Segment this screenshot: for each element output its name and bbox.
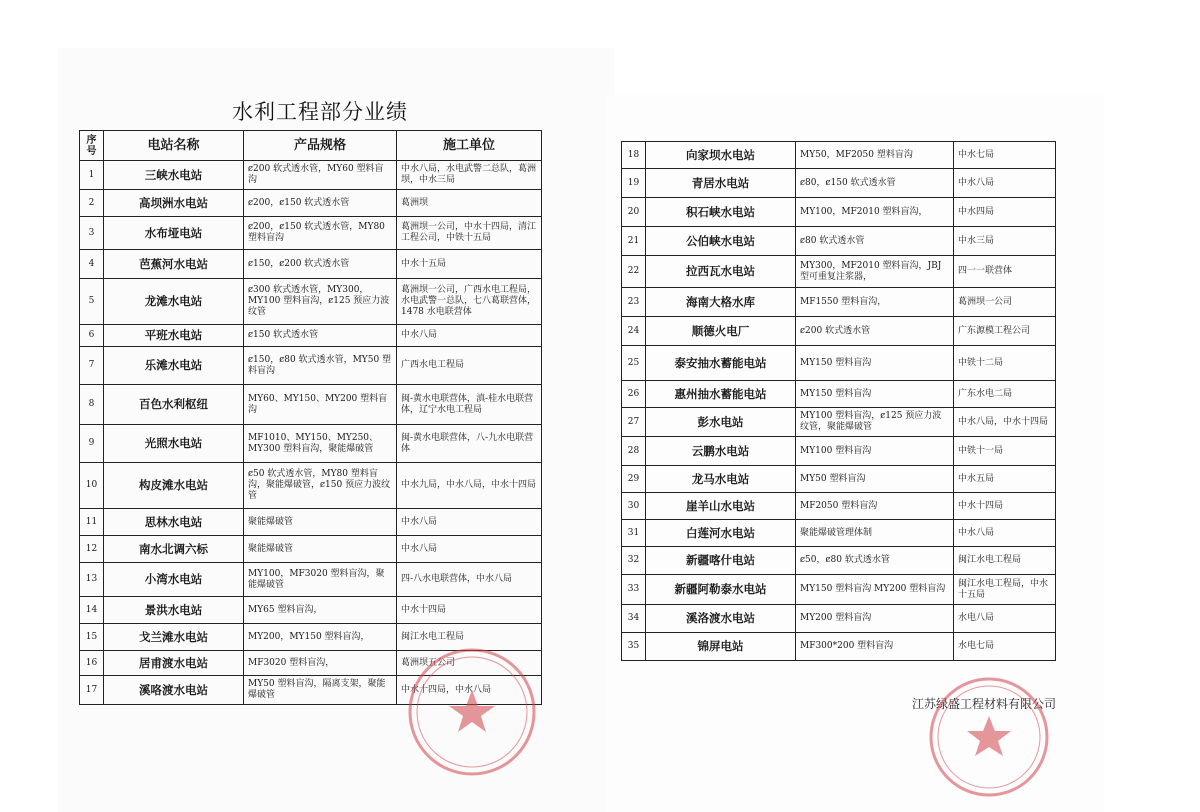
row-number: 26 — [622, 381, 646, 408]
row-number: 17 — [80, 676, 104, 705]
construction-unit: 中水八局 — [397, 536, 542, 563]
construction-unit: 中水八局 — [397, 509, 542, 536]
product-spec: ȼ150，ȼ80 软式透水管，MY50 塑料盲沟 — [244, 347, 397, 385]
construction-unit: 中水十五局 — [397, 250, 542, 279]
product-spec: MF300*200 塑料盲沟 — [796, 633, 954, 661]
station-name: 白莲河水电站 — [646, 520, 796, 547]
product-spec: MY200 塑料盲沟 — [796, 605, 954, 633]
construction-unit: 广西水电工程局 — [397, 347, 542, 385]
station-name: 小湾水电站 — [104, 563, 244, 597]
product-spec: MF2050 塑料盲沟 — [796, 493, 954, 520]
construction-unit: 中水十四局 — [397, 597, 542, 624]
product-spec: 聚能爆破管理体制 — [796, 520, 954, 547]
product-spec: ȼ150 软式透水管 — [244, 325, 397, 347]
table-row — [80, 425, 542, 463]
station-name: 惠州抽水蓄能电站 — [646, 381, 796, 408]
construction-unit: 水电七局 — [954, 633, 1056, 661]
product-spec: MY60、MY150、MY200 塑料盲沟 — [244, 385, 397, 425]
product-spec: MY150 塑料盲沟 — [796, 346, 954, 381]
row-number: 1 — [80, 161, 104, 190]
product-spec: MY200，MY150 塑料盲沟， — [244, 624, 397, 651]
table-row — [622, 288, 1056, 317]
construction-unit: 广东源模工程公司 — [954, 317, 1056, 346]
product-spec: 聚能爆破管 — [244, 509, 397, 536]
product-spec: ȼ200 软式透水管 — [796, 317, 954, 346]
product-spec: MY100 塑料盲沟 — [796, 437, 954, 466]
construction-unit: 中水八局 — [397, 325, 542, 347]
product-spec: MF1010、MY150、MY250、MY300 塑料盲沟，聚能爆破管 — [244, 425, 397, 463]
product-spec: MF3020 塑料盲沟， — [244, 651, 397, 676]
row-number: 21 — [622, 227, 646, 256]
table-row — [80, 279, 542, 325]
station-name: 顺德火电厂 — [646, 317, 796, 346]
company-seal-left — [402, 642, 542, 782]
product-spec: ȼ50，ȼ80 软式透水管 — [796, 547, 954, 575]
station-name: 平班水电站 — [104, 325, 244, 347]
station-name: 南水北调六标 — [104, 536, 244, 563]
construction-unit: 中水七局 — [954, 142, 1056, 169]
product-spec: MY65 塑料盲沟， — [244, 597, 397, 624]
table-row — [622, 520, 1056, 547]
construction-unit: 中水八局，中水十四局 — [954, 408, 1056, 437]
station-name: 三峡水电站 — [104, 161, 244, 190]
product-spec: MY50 塑料盲沟 — [796, 466, 954, 493]
row-number: 8 — [80, 385, 104, 425]
row-number: 30 — [622, 493, 646, 520]
station-name: 龙马水电站 — [646, 466, 796, 493]
station-name: 水布垭电站 — [104, 217, 244, 250]
station-name: 新疆阿勒泰水电站 — [646, 575, 796, 605]
table-row — [622, 605, 1056, 633]
table-row — [80, 325, 542, 347]
product-spec: 聚能爆破管 — [244, 536, 397, 563]
row-number: 35 — [622, 633, 646, 661]
table-row — [80, 385, 542, 425]
row-number: 18 — [622, 142, 646, 169]
product-spec: ȼ200，ȼ150 软式透水管 — [244, 190, 397, 217]
row-number: 2 — [80, 190, 104, 217]
product-spec: MY300，MF2010 塑料盲沟，JBJ 型可重复注浆器， — [796, 256, 954, 288]
construction-unit: 中水十四局，中水八局 — [397, 676, 542, 705]
table-row — [80, 161, 542, 190]
construction-unit: 中水八局 — [954, 520, 1056, 547]
construction-unit: 中水十四局 — [954, 493, 1056, 520]
row-number: 14 — [80, 597, 104, 624]
product-spec: ȼ50 软式透水管，MY80 塑料盲沟，聚能爆破管，ȼ150 预应力波纹管 — [244, 463, 397, 509]
station-name: 戈兰滩水电站 — [104, 624, 244, 651]
row-number: 11 — [80, 509, 104, 536]
row-number: 19 — [622, 169, 646, 198]
construction-unit: 葛洲坝 — [397, 190, 542, 217]
row-number: 23 — [622, 288, 646, 317]
construction-unit: 葛洲坝五公司 — [397, 651, 542, 676]
product-spec: ȼ300 软式透水管，MY300，MY100 塑料盲沟，ȼ125 预应力波纹管 — [244, 279, 397, 325]
header-unit: 施工单位 — [397, 131, 542, 161]
table-row — [622, 381, 1056, 408]
station-name: 构皮滩水电站 — [104, 463, 244, 509]
product-spec: MY100，MF3020 塑料盲沟，聚能爆破管 — [244, 563, 397, 597]
table-row — [622, 547, 1056, 575]
company-name: 江苏绿盛工程材料有限公司 — [912, 697, 1057, 711]
row-number: 33 — [622, 575, 646, 605]
table-row — [80, 463, 542, 509]
construction-unit: 闽江水电工程局，中水十五局 — [954, 575, 1056, 605]
product-spec: MY150 塑料盲沟 MY200 塑料盲沟 — [796, 575, 954, 605]
row-number: 9 — [80, 425, 104, 463]
product-spec: ȼ80，ȼ150 软式透水管 — [796, 169, 954, 198]
table-row — [622, 633, 1056, 661]
station-name: 溪咯渡水电站 — [104, 676, 244, 705]
table-row — [80, 250, 542, 279]
table-row — [622, 142, 1056, 169]
table-header-row — [80, 131, 542, 161]
station-name: 光照水电站 — [104, 425, 244, 463]
station-name: 积石峡水电站 — [646, 198, 796, 227]
table-row — [622, 437, 1056, 466]
table-row — [80, 536, 542, 563]
station-name: 乐滩水电站 — [104, 347, 244, 385]
table-row — [80, 509, 542, 536]
construction-unit: 葛洲坝一公司，中水十四局，清江工程公司，中铁十五局 — [397, 217, 542, 250]
row-number: 28 — [622, 437, 646, 466]
performance-table-right — [621, 141, 1056, 661]
construction-unit: 四-八水电联营体，中水八局 — [397, 563, 542, 597]
table-row — [622, 346, 1056, 381]
row-number: 27 — [622, 408, 646, 437]
construction-unit: 中铁十一局 — [954, 437, 1056, 466]
product-spec: MY50 塑料盲沟，隔离支架，聚能爆破管 — [244, 676, 397, 705]
construction-unit: 四一一联营体 — [954, 256, 1056, 288]
row-number: 10 — [80, 463, 104, 509]
construction-unit: 中水三局 — [954, 227, 1056, 256]
product-spec: MY150 塑料盲沟 — [796, 381, 954, 408]
row-number: 29 — [622, 466, 646, 493]
table-row — [622, 575, 1056, 605]
station-name: 思林水电站 — [104, 509, 244, 536]
table-row — [622, 493, 1056, 520]
construction-unit: 闽江水电工程局 — [397, 624, 542, 651]
table-row — [80, 597, 542, 624]
table-body-right — [622, 142, 1056, 661]
row-number: 3 — [80, 217, 104, 250]
table-row — [80, 217, 542, 250]
product-spec: ȼ200，ȼ150 软式透水管，MY80 塑料盲沟 — [244, 217, 397, 250]
row-number: 32 — [622, 547, 646, 575]
row-number: 20 — [622, 198, 646, 227]
station-name: 高坝洲水电站 — [104, 190, 244, 217]
table-body-left — [80, 161, 542, 705]
construction-unit: 葛洲坝一公司，广西水电工程局，水电武警一总队，七八葛联营体，1478 水电联营体 — [397, 279, 542, 325]
construction-unit: 闽-黄水电联营体，八-九水电联营体 — [397, 425, 542, 463]
header-no: 序号 — [80, 131, 104, 161]
station-name: 彭水电站 — [646, 408, 796, 437]
row-number: 7 — [80, 347, 104, 385]
product-spec: MY100，MF2010 塑料盲沟， — [796, 198, 954, 227]
construction-unit: 中水九局，中水八局，中水十四局 — [397, 463, 542, 509]
product-spec: MY100 塑料盲沟，ȼ125 预应力波纹管，聚能爆破管 — [796, 408, 954, 437]
table-row — [622, 408, 1056, 437]
row-number: 24 — [622, 317, 646, 346]
station-name: 芭蕉河水电站 — [104, 250, 244, 279]
row-number: 31 — [622, 520, 646, 547]
station-name: 锦屏电站 — [646, 633, 796, 661]
table-row — [622, 256, 1056, 288]
station-name: 新疆喀什电站 — [646, 547, 796, 575]
construction-unit: 闽-黄水电联营体，滇-桂水电联营体，辽宁水电工程局 — [397, 385, 542, 425]
table-row — [622, 198, 1056, 227]
station-name: 向家坝水电站 — [646, 142, 796, 169]
row-number: 4 — [80, 250, 104, 279]
construction-unit: 中水五局 — [954, 466, 1056, 493]
product-spec: MY50，MF2050 塑料盲沟 — [796, 142, 954, 169]
station-name: 公伯峡水电站 — [646, 227, 796, 256]
construction-unit: 葛洲坝一公司 — [954, 288, 1056, 317]
station-name: 泰安抽水蓄能电站 — [646, 346, 796, 381]
header-spec: 产品规格 — [244, 131, 397, 161]
construction-unit: 中水八局 — [954, 169, 1056, 198]
product-spec: ȼ80 软式透水管 — [796, 227, 954, 256]
station-name: 崖羊山水电站 — [646, 493, 796, 520]
construction-unit: 中铁十二局 — [954, 346, 1056, 381]
row-number: 6 — [80, 325, 104, 347]
row-number: 15 — [80, 624, 104, 651]
station-name: 百色水利枢纽 — [104, 385, 244, 425]
row-number: 13 — [80, 563, 104, 597]
table-row — [80, 347, 542, 385]
document-title: 水利工程部分业绩 — [232, 100, 408, 124]
performance-table-left — [79, 130, 542, 705]
station-name: 海南大格水库 — [646, 288, 796, 317]
construction-unit: 闽江水电工程局 — [954, 547, 1056, 575]
construction-unit: 中水四局 — [954, 198, 1056, 227]
table-row — [622, 317, 1056, 346]
station-name: 龙滩水电站 — [104, 279, 244, 325]
station-name: 拉西瓦水电站 — [646, 256, 796, 288]
row-number: 34 — [622, 605, 646, 633]
construction-unit: 广东水电二局 — [954, 381, 1056, 408]
construction-unit: 中水八局，水电武警二总队，葛洲坝，中水三局 — [397, 161, 542, 190]
station-name: 居甫渡水电站 — [104, 651, 244, 676]
company-seal-right — [924, 672, 1054, 802]
row-number: 12 — [80, 536, 104, 563]
table-row — [80, 563, 542, 597]
header-name: 电站名称 — [104, 131, 244, 161]
product-spec: ȼ150，ȼ200 软式透水管 — [244, 250, 397, 279]
station-name: 景洪水电站 — [104, 597, 244, 624]
table-row — [622, 227, 1056, 256]
row-number: 5 — [80, 279, 104, 325]
station-name: 青居水电站 — [646, 169, 796, 198]
table-row — [80, 190, 542, 217]
row-number: 16 — [80, 651, 104, 676]
station-name: 云鹏水电站 — [646, 437, 796, 466]
station-name: 溪洛渡水电站 — [646, 605, 796, 633]
row-number: 25 — [622, 346, 646, 381]
construction-unit: 水电八局 — [954, 605, 1056, 633]
product-spec: MF1550 塑料盲沟， — [796, 288, 954, 317]
row-number: 22 — [622, 256, 646, 288]
product-spec: ȼ200 软式透水管，MY60 塑料盲沟 — [244, 161, 397, 190]
table-row — [622, 169, 1056, 198]
table-row — [622, 466, 1056, 493]
